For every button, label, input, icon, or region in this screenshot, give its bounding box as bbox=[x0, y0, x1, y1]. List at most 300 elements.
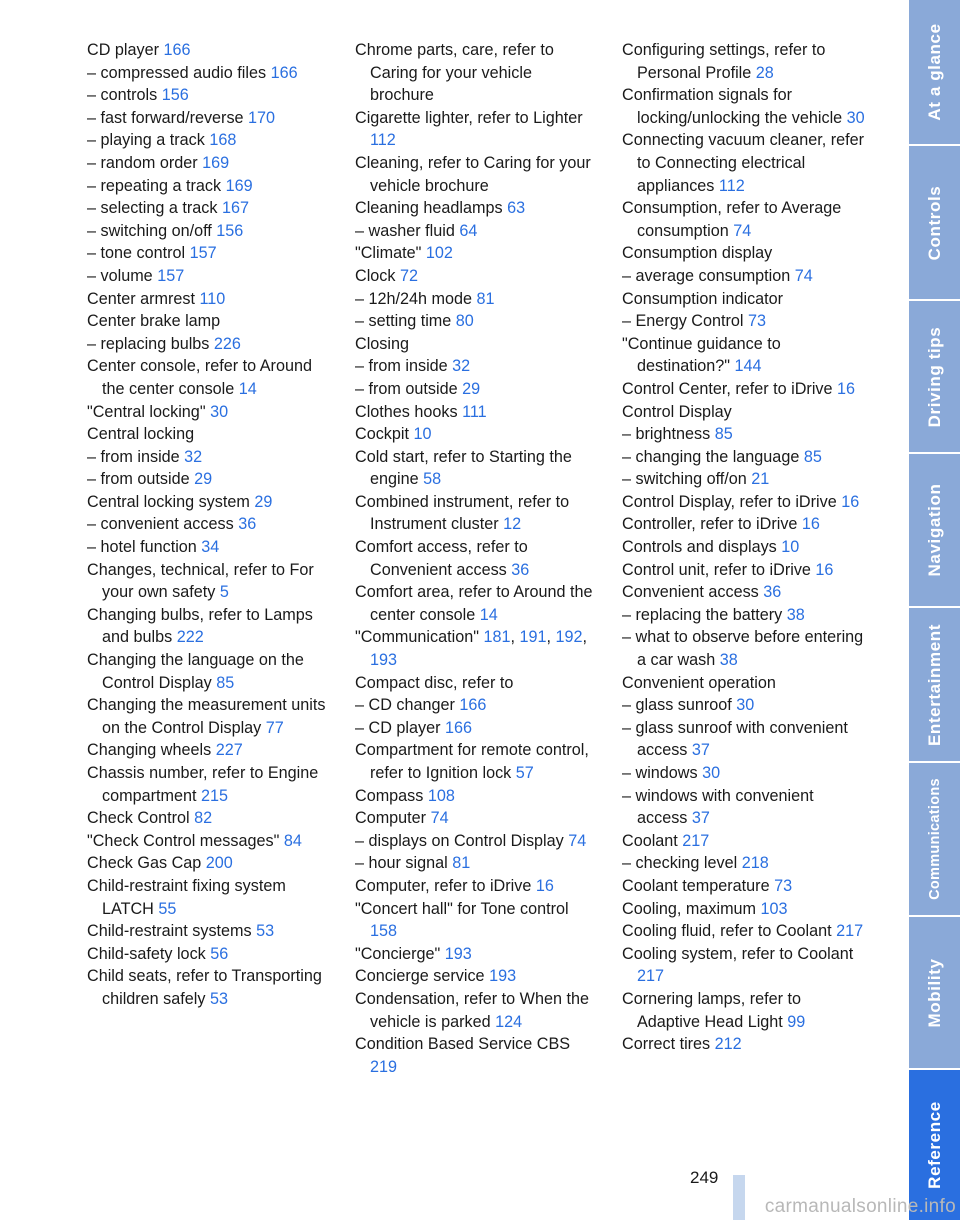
index-entry bbox=[622, 491, 867, 514]
page-reference-link[interactable]: 28 bbox=[755, 63, 774, 82]
index-entry bbox=[87, 807, 332, 830]
index-entry-text: Changing bulbs, refer to Lamps and bulbs bbox=[87, 605, 313, 647]
index-entry bbox=[622, 39, 867, 84]
index-entry-text: Correct tires bbox=[622, 1035, 715, 1054]
index-entry-text: Check Gas Cap bbox=[87, 854, 206, 873]
page-reference-link[interactable]: 63 bbox=[507, 199, 526, 218]
index-entry bbox=[622, 920, 867, 943]
index-entry bbox=[355, 1033, 600, 1078]
index-entry-text: – Energy Control bbox=[622, 312, 748, 331]
tab-label: Driving tips bbox=[924, 326, 944, 427]
index-entry-text: Consumption display bbox=[622, 244, 773, 263]
page-reference-link[interactable]: 217 bbox=[637, 967, 665, 986]
index-entry-text: Changing the language on the Control Display bbox=[87, 651, 304, 692]
index-entry bbox=[355, 965, 600, 988]
page-reference-link[interactable]: 169 bbox=[225, 176, 253, 195]
page-reference-link[interactable]: 99 bbox=[787, 1012, 806, 1031]
index-entry-text: Central locking bbox=[87, 425, 195, 444]
index-entry-text: "Climate" bbox=[355, 244, 426, 263]
index-entry-text: Controller, refer to iDrive bbox=[622, 515, 802, 534]
tab-label: Navigation bbox=[924, 483, 944, 577]
page-reference-link[interactable]: 108 bbox=[427, 786, 455, 805]
index-entry bbox=[87, 920, 332, 943]
page-reference-link[interactable]: 12 bbox=[503, 515, 522, 534]
index-entry bbox=[87, 965, 332, 1010]
index-entry bbox=[355, 852, 600, 875]
page-reference-link[interactable]: 212 bbox=[714, 1035, 742, 1054]
tab-label: Reference bbox=[924, 1101, 944, 1189]
index-entry bbox=[355, 626, 600, 671]
tab-driving-tips[interactable] bbox=[909, 301, 960, 454]
page-reference-link[interactable]: 74 bbox=[430, 809, 449, 828]
index-entry-text: "Concert hall" for Tone control bbox=[355, 899, 569, 918]
index-entry bbox=[87, 559, 332, 604]
page-reference-link[interactable]: 158 bbox=[370, 922, 398, 941]
page-reference-link[interactable]: 193 bbox=[370, 651, 398, 670]
index-entry bbox=[87, 265, 332, 288]
page-reference-link[interactable]: 169 bbox=[202, 153, 230, 172]
page-reference-link[interactable]: 193 bbox=[489, 967, 517, 986]
index-entry-text: "Central locking" bbox=[87, 402, 211, 421]
index-entry-text: Convenient access bbox=[622, 583, 764, 602]
index-entry-text: , bbox=[510, 628, 520, 647]
index-entry-text: – windows bbox=[622, 764, 703, 782]
index-entry-text: – changing the language bbox=[622, 447, 804, 466]
tab-controls[interactable] bbox=[909, 146, 960, 301]
page-reference-link[interactable]: 30 bbox=[736, 696, 755, 715]
section-sidebar bbox=[909, 0, 960, 1220]
page-reference-link[interactable]: 56 bbox=[210, 944, 229, 963]
watermark: carmanualsonline.info bbox=[764, 1196, 956, 1217]
index-entry bbox=[87, 649, 332, 694]
index-entry bbox=[87, 875, 332, 920]
page-reference-link[interactable]: 16 bbox=[801, 515, 820, 534]
page-reference-link[interactable]: 157 bbox=[189, 244, 217, 263]
index-entry-text: Clock bbox=[355, 266, 400, 285]
page-reference-link[interactable]: 166 bbox=[163, 41, 191, 59]
index-entry-text: Coolant bbox=[622, 831, 683, 850]
tab-at-a-glance[interactable] bbox=[909, 0, 960, 146]
page-reference-link[interactable]: 81 bbox=[452, 854, 471, 873]
index-entry bbox=[622, 830, 867, 853]
page-reference-link[interactable]: 14 bbox=[238, 379, 257, 398]
index-entry bbox=[355, 423, 600, 446]
index-entry bbox=[87, 446, 332, 469]
tab-mobility[interactable] bbox=[909, 917, 960, 1070]
index-entry-text: Clothes hooks bbox=[355, 402, 463, 421]
index-entry bbox=[87, 84, 332, 107]
page-reference-link[interactable]: 215 bbox=[200, 786, 228, 805]
page-reference-link[interactable]: 38 bbox=[719, 651, 738, 670]
index-entry bbox=[355, 694, 600, 717]
index-entry bbox=[355, 107, 600, 152]
index-entry bbox=[355, 242, 600, 265]
page-reference-link[interactable]: 36 bbox=[238, 515, 257, 534]
index-entry bbox=[87, 152, 332, 175]
index-entry bbox=[622, 875, 867, 898]
index-entry-text: Changing wheels bbox=[87, 741, 216, 760]
index-entry-text: Condition Based Service CBS bbox=[355, 1035, 571, 1054]
index-entry-text: – playing a track bbox=[87, 131, 210, 150]
page-reference-link[interactable]: 21 bbox=[751, 470, 770, 489]
index-entry bbox=[87, 423, 332, 446]
index-entry-text: – washer fluid bbox=[355, 221, 460, 240]
page-reference-link[interactable]: 82 bbox=[194, 809, 213, 828]
page-reference-link[interactable]: 16 bbox=[535, 876, 554, 895]
index-entry-text: "Continue guidance to destination?" bbox=[622, 334, 781, 376]
index-entry-text: Concierge service bbox=[355, 967, 490, 986]
page-reference-link[interactable]: 14 bbox=[479, 605, 498, 624]
index-entry-text: – repeating a track bbox=[87, 176, 226, 195]
page-reference-link[interactable]: 34 bbox=[201, 538, 220, 557]
page-reference-link[interactable]: 112 bbox=[370, 131, 396, 150]
index-entry bbox=[87, 310, 332, 333]
page-reference-link[interactable]: 226 bbox=[213, 334, 241, 353]
index-entry bbox=[87, 694, 332, 739]
index-entry-text: Child-restraint systems bbox=[87, 922, 257, 941]
index-entry bbox=[87, 197, 332, 220]
page-reference-link[interactable]: 166 bbox=[270, 63, 298, 82]
index-entry-text: Computer bbox=[355, 809, 431, 828]
index-entry-text: Center armrest bbox=[87, 289, 200, 308]
page-reference-link[interactable]: 217 bbox=[836, 922, 864, 941]
page-reference-link[interactable]: 30 bbox=[210, 402, 229, 421]
index-entry-text: Controls and displays bbox=[622, 538, 782, 557]
index-entry bbox=[87, 107, 332, 130]
tab-communications[interactable] bbox=[909, 763, 960, 917]
page-reference-link[interactable]: 193 bbox=[444, 944, 472, 963]
index-column-1 bbox=[87, 39, 332, 1011]
index-entry-text: Comfort area, refer to Around the center console bbox=[355, 583, 593, 624]
index-entry-text: CD player bbox=[87, 41, 164, 59]
page-reference-link[interactable]: 191 bbox=[519, 628, 547, 647]
page-reference-link[interactable]: 74 bbox=[733, 221, 752, 240]
page-reference-link[interactable]: 144 bbox=[734, 357, 762, 376]
page-reference-link[interactable]: 157 bbox=[157, 266, 185, 285]
index-entry-text: , bbox=[582, 628, 587, 647]
index-entry-text: Cigarette lighter, refer to Lighter bbox=[355, 108, 583, 127]
page-reference-link[interactable]: 124 bbox=[495, 1012, 523, 1031]
page-reference-link[interactable]: 166 bbox=[459, 696, 487, 715]
page-reference-link[interactable]: 84 bbox=[283, 831, 302, 850]
page-number-marker bbox=[733, 1175, 745, 1220]
index-entry bbox=[622, 559, 867, 582]
index-entry bbox=[355, 785, 600, 808]
index-entry bbox=[87, 830, 332, 853]
index-entry bbox=[87, 39, 332, 62]
index-entry bbox=[87, 129, 332, 152]
page-reference-link[interactable]: 32 bbox=[452, 357, 471, 376]
index-entry bbox=[355, 717, 600, 740]
tab-label: Mobility bbox=[924, 957, 944, 1028]
index-entry-text: Cockpit bbox=[355, 425, 414, 444]
index-entry bbox=[622, 242, 867, 265]
index-entry-text: "Concierge" bbox=[355, 944, 445, 963]
index-entry-text: – switching on/off bbox=[87, 221, 217, 240]
page-reference-link[interactable]: 30 bbox=[846, 108, 865, 127]
page-reference-link[interactable]: 16 bbox=[815, 560, 834, 579]
index-entry bbox=[87, 468, 332, 491]
index-entry bbox=[355, 333, 600, 356]
index-entry-text: – replacing bulbs bbox=[87, 334, 214, 353]
index-entry-text: Compartment for remote control, refer to Ignition lock bbox=[355, 741, 589, 782]
index-entry bbox=[622, 333, 867, 378]
index-entry-text: Condensation, refer to When the vehicle is parked bbox=[355, 989, 589, 1031]
page-reference-link[interactable]: 192 bbox=[555, 628, 583, 647]
index-entry-text: – compressed audio files bbox=[87, 63, 271, 82]
index-entry bbox=[622, 446, 867, 469]
page-reference-link[interactable]: 181 bbox=[483, 628, 511, 647]
index-entry bbox=[355, 943, 600, 966]
page-reference-link[interactable]: 29 bbox=[254, 492, 273, 511]
index-entry bbox=[87, 604, 332, 649]
index-entry bbox=[622, 988, 867, 1033]
index-entry-text: – tone control bbox=[87, 244, 190, 263]
index-entry-text: – controls bbox=[87, 86, 162, 105]
index-entry bbox=[622, 288, 867, 311]
index-entry bbox=[622, 898, 867, 921]
page-reference-link[interactable]: 36 bbox=[763, 583, 782, 602]
page-reference-link[interactable]: 32 bbox=[184, 447, 203, 466]
index-entry bbox=[622, 84, 867, 129]
index-entry-text: Cooling, maximum bbox=[622, 899, 761, 918]
index-entry-text: Closing bbox=[355, 334, 409, 353]
index-entry-text: "Communication" bbox=[355, 628, 484, 647]
index-entry-text: Compass bbox=[355, 786, 428, 805]
page-reference-link[interactable]: 55 bbox=[158, 899, 177, 918]
index-entry bbox=[87, 762, 332, 807]
index-entry bbox=[355, 310, 600, 333]
page-reference-link[interactable]: 10 bbox=[781, 538, 800, 557]
page-reference-link[interactable]: 38 bbox=[786, 605, 805, 624]
page-reference-link[interactable]: 156 bbox=[216, 221, 244, 240]
index-entry bbox=[355, 830, 600, 853]
index-entry bbox=[87, 739, 332, 762]
index-entry bbox=[622, 1033, 867, 1056]
index-entry-text: Connecting vacuum cleaner, refer to Connecting electrical appliances bbox=[622, 131, 865, 195]
page-reference-link[interactable]: 227 bbox=[215, 741, 243, 760]
index-entry bbox=[622, 672, 867, 695]
index-entry-text: Coolant temperature bbox=[622, 876, 775, 895]
page-reference-link[interactable]: 53 bbox=[209, 989, 228, 1008]
index-entry bbox=[87, 401, 332, 424]
page-reference-link[interactable]: 110 bbox=[199, 289, 226, 308]
index-entry-text: Consumption indicator bbox=[622, 289, 784, 308]
index-entry-text: Center brake lamp bbox=[87, 312, 221, 331]
page-reference-link[interactable]: 74 bbox=[568, 831, 587, 850]
index-entry bbox=[355, 739, 600, 784]
index-entry bbox=[622, 943, 867, 988]
page-reference-link[interactable]: 103 bbox=[760, 899, 788, 918]
index-entry-text: – CD changer bbox=[355, 696, 460, 715]
index-entry-text: Computer, refer to iDrive bbox=[355, 876, 536, 895]
index-entry-text: – convenient access bbox=[87, 515, 239, 534]
page-reference-link[interactable]: 85 bbox=[216, 673, 235, 692]
index-entry-text: Child-safety lock bbox=[87, 944, 211, 963]
tab-label: At a glance bbox=[924, 23, 944, 121]
index-entry-text: – volume bbox=[87, 266, 158, 285]
index-entry bbox=[355, 536, 600, 581]
page-reference-link[interactable]: 36 bbox=[511, 560, 530, 579]
page-reference-link[interactable]: 57 bbox=[515, 764, 534, 782]
index-entry bbox=[87, 333, 332, 356]
index-column-2 bbox=[355, 39, 600, 1078]
page-reference-link[interactable]: 200 bbox=[205, 854, 233, 873]
page-reference-link[interactable]: 5 bbox=[219, 583, 229, 602]
page-reference-link[interactable]: 16 bbox=[837, 379, 856, 398]
index-entry-text: – fast forward/reverse bbox=[87, 108, 249, 127]
index-entry-text: Cooling fluid, refer to Coolant bbox=[622, 922, 837, 941]
page-reference-link[interactable]: 112 bbox=[718, 176, 745, 195]
index-entry-text: Central locking system bbox=[87, 492, 255, 511]
index-entry-text: Cleaning headlamps bbox=[355, 199, 508, 218]
index-entry-text: – switching off/on bbox=[622, 470, 752, 489]
index-entry-text: "Check Control messages" bbox=[87, 831, 284, 850]
page-number: 249 bbox=[690, 1168, 719, 1187]
index-entry bbox=[622, 401, 867, 424]
index-entry-text: Control Display, refer to iDrive bbox=[622, 492, 842, 511]
index-entry bbox=[87, 242, 332, 265]
index-entry-text: – brightness bbox=[622, 425, 715, 444]
index-entry bbox=[622, 581, 867, 604]
page-reference-link[interactable]: 111 bbox=[462, 402, 487, 421]
index-entry bbox=[87, 62, 332, 85]
page-reference-link[interactable]: 85 bbox=[803, 447, 822, 466]
index-entry bbox=[355, 672, 600, 695]
index-entry-text: Cornering lamps, refer to Adaptive Head Light bbox=[622, 989, 802, 1031]
page-reference-link[interactable]: 29 bbox=[194, 470, 213, 489]
page-reference-link[interactable]: 222 bbox=[176, 628, 204, 647]
index-entry-text: – from outside bbox=[87, 470, 195, 489]
index-entry-text: Configuring settings, refer to Personal Profile bbox=[622, 41, 826, 82]
index-entry-text: Combined instrument, refer to Instrument cluster bbox=[355, 492, 570, 534]
page-reference-link[interactable]: 170 bbox=[248, 108, 276, 127]
index-entry bbox=[355, 988, 600, 1033]
page-reference-link[interactable]: 217 bbox=[682, 831, 710, 850]
index-entry bbox=[622, 536, 867, 559]
index-entry bbox=[355, 265, 600, 288]
index-entry-text: Confirmation signals for locking/unlocking the vehicle bbox=[622, 86, 847, 127]
index-entry-text: – replacing the battery bbox=[622, 605, 787, 624]
index-entry bbox=[87, 288, 332, 311]
index-entry bbox=[355, 446, 600, 491]
page-reference-link[interactable]: 53 bbox=[256, 922, 275, 941]
page-reference-link[interactable]: 166 bbox=[444, 718, 472, 737]
page-reference-link[interactable]: 167 bbox=[221, 199, 249, 218]
index-entry-text: – from inside bbox=[355, 357, 453, 376]
index-entry-text: Cold start, refer to Starting the engine bbox=[355, 447, 572, 489]
page-reference-link[interactable]: 85 bbox=[714, 425, 733, 444]
page-reference-link[interactable]: 16 bbox=[841, 492, 860, 511]
index-entry bbox=[622, 513, 867, 536]
tab-label: Entertainment bbox=[924, 623, 944, 746]
page-reference-link[interactable]: 73 bbox=[774, 876, 793, 895]
index-entry-text: , bbox=[546, 628, 556, 647]
page-reference-link[interactable]: 74 bbox=[794, 266, 813, 285]
index-entry bbox=[355, 581, 600, 626]
index-entry-text: Control unit, refer to iDrive bbox=[622, 560, 816, 579]
page-reference-link[interactable]: 156 bbox=[161, 86, 189, 105]
index-entry-text: – from inside bbox=[87, 447, 185, 466]
index-entry bbox=[355, 152, 600, 197]
page-reference-link[interactable]: 37 bbox=[691, 741, 710, 760]
page-reference-link[interactable]: 168 bbox=[209, 131, 237, 150]
tab-navigation[interactable] bbox=[909, 454, 960, 608]
page-reference-link[interactable]: 218 bbox=[741, 854, 769, 873]
index-entry-text: Check Control bbox=[87, 809, 195, 828]
index-entry bbox=[355, 491, 600, 536]
index-entry bbox=[355, 401, 600, 424]
index-entry bbox=[87, 852, 332, 875]
index-entry-text: Center console, refer to Around the center console bbox=[87, 357, 312, 398]
page-reference-link[interactable]: 58 bbox=[423, 470, 442, 489]
index-entry-text: – setting time bbox=[355, 312, 456, 331]
index-entry bbox=[622, 197, 867, 242]
page-reference-link[interactable]: 64 bbox=[459, 221, 478, 240]
index-entry-text: Child-restraint fixing system LATCH bbox=[87, 876, 286, 918]
index-entry bbox=[355, 39, 600, 107]
tab-entertainment[interactable] bbox=[909, 608, 960, 763]
index-entry-text: Chassis number, refer to Engine compartment bbox=[87, 764, 319, 805]
page-reference-link[interactable]: 80 bbox=[455, 312, 474, 331]
index-entry bbox=[87, 220, 332, 243]
index-entry-text: – average consumption bbox=[622, 266, 795, 285]
index-entry-text: – displays on Control Display bbox=[355, 831, 569, 850]
index-entry-text: Control Center, refer to iDrive bbox=[622, 379, 838, 398]
index-entry bbox=[622, 852, 867, 875]
index-entry-text: Compact disc, refer to bbox=[355, 673, 514, 692]
page-reference-link[interactable]: 37 bbox=[691, 809, 710, 828]
index-entry bbox=[622, 265, 867, 288]
tab-label: Communications bbox=[926, 778, 943, 900]
index-entry bbox=[355, 875, 600, 898]
index-entry-text: Consumption, refer to Average consumption bbox=[622, 199, 842, 240]
index-entry-text: Chrome parts, care, refer to Caring for your vehicle brochure bbox=[355, 41, 554, 105]
index-entry bbox=[622, 717, 867, 762]
page-reference-link[interactable]: 219 bbox=[370, 1057, 398, 1076]
page-reference-link[interactable]: 10 bbox=[413, 425, 432, 444]
index-entry bbox=[87, 491, 332, 514]
index-entry-text: – checking level bbox=[622, 854, 742, 873]
page-reference-link[interactable]: 77 bbox=[265, 718, 284, 737]
index-entry bbox=[87, 536, 332, 559]
index-entry bbox=[622, 694, 867, 717]
index-entry-text: – selecting a track bbox=[87, 199, 222, 218]
index-entry bbox=[355, 378, 600, 401]
index-entry-text: – glass sunroof bbox=[622, 696, 737, 715]
index-entry-text: – what to observe before entering a car wash bbox=[622, 628, 864, 670]
index-entry-text: Control Display bbox=[622, 402, 732, 421]
index-entry bbox=[622, 762, 867, 785]
index-entry bbox=[355, 220, 600, 243]
index-entry bbox=[355, 288, 600, 311]
index-entry-text: – windows with convenient access bbox=[622, 786, 814, 828]
page-reference-link[interactable]: 72 bbox=[399, 266, 418, 285]
page-reference-link[interactable]: 102 bbox=[425, 244, 453, 263]
page-reference-link[interactable]: 30 bbox=[702, 764, 721, 782]
index-entry bbox=[355, 355, 600, 378]
index-entry-text: – glass sunroof with convenient access bbox=[622, 718, 848, 760]
index-entry-text: – from outside bbox=[355, 379, 463, 398]
index-entry bbox=[622, 468, 867, 491]
index-entry bbox=[622, 378, 867, 401]
page-reference-link[interactable]: 81 bbox=[476, 289, 495, 308]
index-entry bbox=[87, 943, 332, 966]
index-entry-text: Child seats, refer to Transporting children safely bbox=[87, 967, 322, 1008]
page-reference-link[interactable]: 73 bbox=[747, 312, 766, 331]
page-reference-link[interactable]: 29 bbox=[462, 379, 481, 398]
index-entry bbox=[87, 355, 332, 400]
